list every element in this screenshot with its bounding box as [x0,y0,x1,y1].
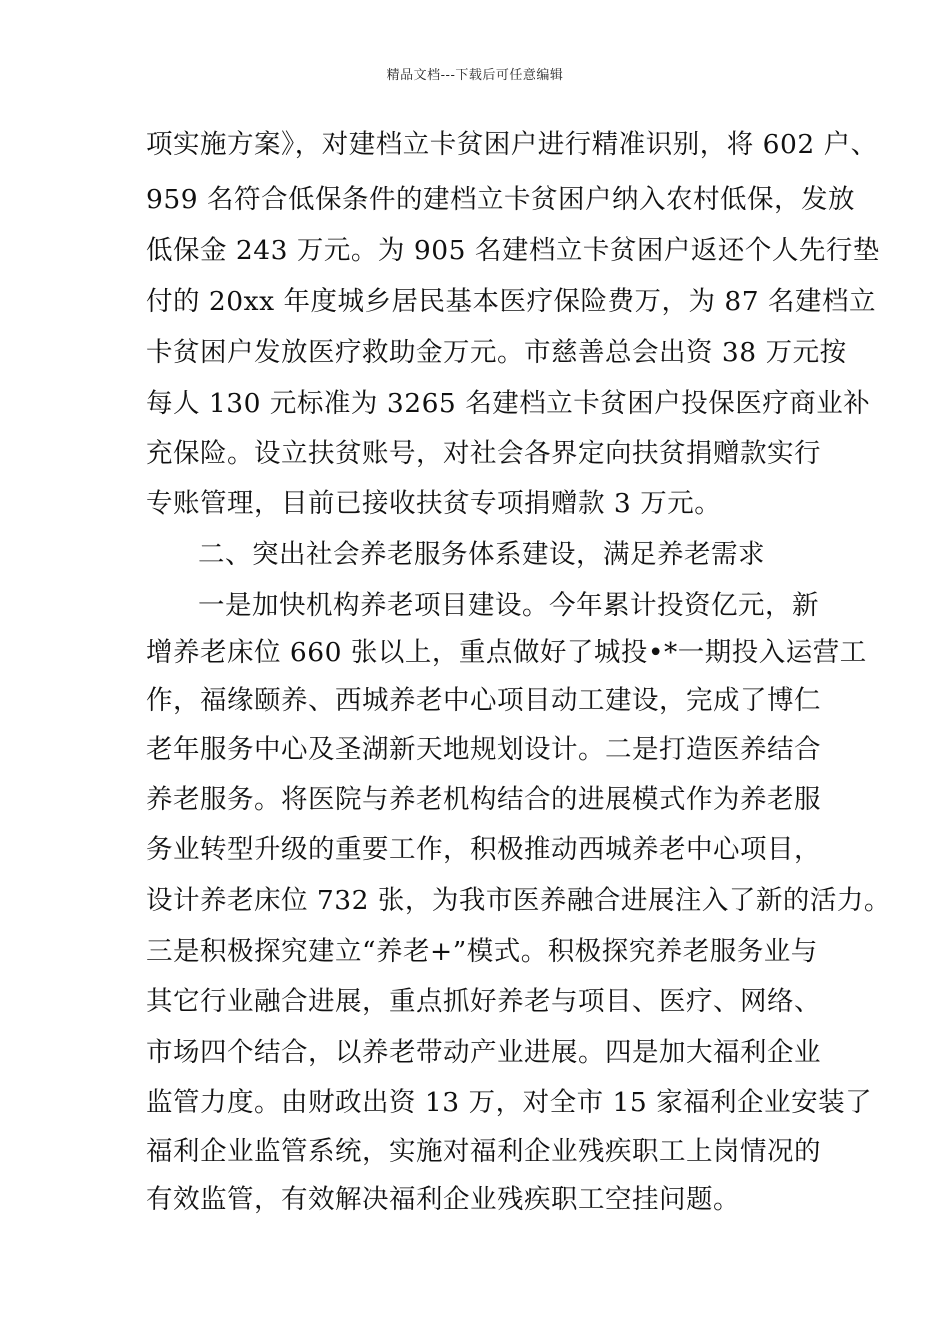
text-line: 监管力度。由财政出资 13 万，对全市 15 家福利企业安装了 [146,1087,873,1118]
section-heading: 二、突出社会养老服务体系建设，满足养老需求 [198,539,765,570]
text-line: 低保金 243 万元。为 905 名建档立卡贫困户返还个人先行垫 [146,235,880,266]
text-line: 959 名符合低保条件的建档立卡贫困户纳入农村低保，发放 [146,184,856,215]
text-line: 设计养老床位 732 张，为我市医养融合进展注入了新的活力。 [146,885,891,916]
text-line: 作，福缘颐养、西城养老中心项目动工建设，完成了博仁 [146,685,821,716]
text-line: 一是加快机构养老项目建设。今年累计投资亿元，新 [198,590,819,621]
text-line: 卡贫困户发放医疗救助金万元。市慈善总会出资 38 万元按 [146,337,847,368]
text-line: 每人 130 元标准为 3265 名建档立卡贫困户投保医疗商业补 [146,388,871,419]
text-line: 养老服务。将医院与养老机构结合的进展模式作为养老服 [146,784,821,815]
page-header: 精品文档---下载后可任意编辑 [386,68,564,83]
text-line: 福利企业监管系统，实施对福利企业残疾职工上岗情况的 [146,1136,821,1167]
text-line: 三是积极探究建立“养老+”模式。积极探究养老服务业与 [146,936,818,967]
text-line: 市场四个结合，以养老带动产业进展。四是加大福利企业 [146,1037,821,1068]
text-line: 充保险。设立扶贫账号，对社会各界定向扶贫捐赠款实行 [146,438,821,469]
text-line: 务业转型升级的重要工作，积极推动西城养老中心项目， [146,834,821,865]
text-line: 项实施方案》，对建档立卡贫困户进行精准识别，将 602 户、 [146,129,878,160]
text-line: 增养老床位 660 张以上，重点做好了城投•*一期投入运营工 [146,637,867,668]
text-line: 专账管理，目前已接收扶贫专项捐赠款 3 万元。 [146,488,722,519]
text-line: 有效监管，有效解决福利企业残疾职工空挂问题。 [146,1184,740,1215]
text-line: 付的 20xx 年度城乡居民基本医疗保险费万，为 87 名建档立 [146,286,877,317]
text-line: 老年服务中心及圣湖新天地规划设计。二是打造医养结合 [146,734,821,765]
text-line: 其它行业融合进展，重点抓好养老与项目、医疗、网络、 [146,986,821,1017]
